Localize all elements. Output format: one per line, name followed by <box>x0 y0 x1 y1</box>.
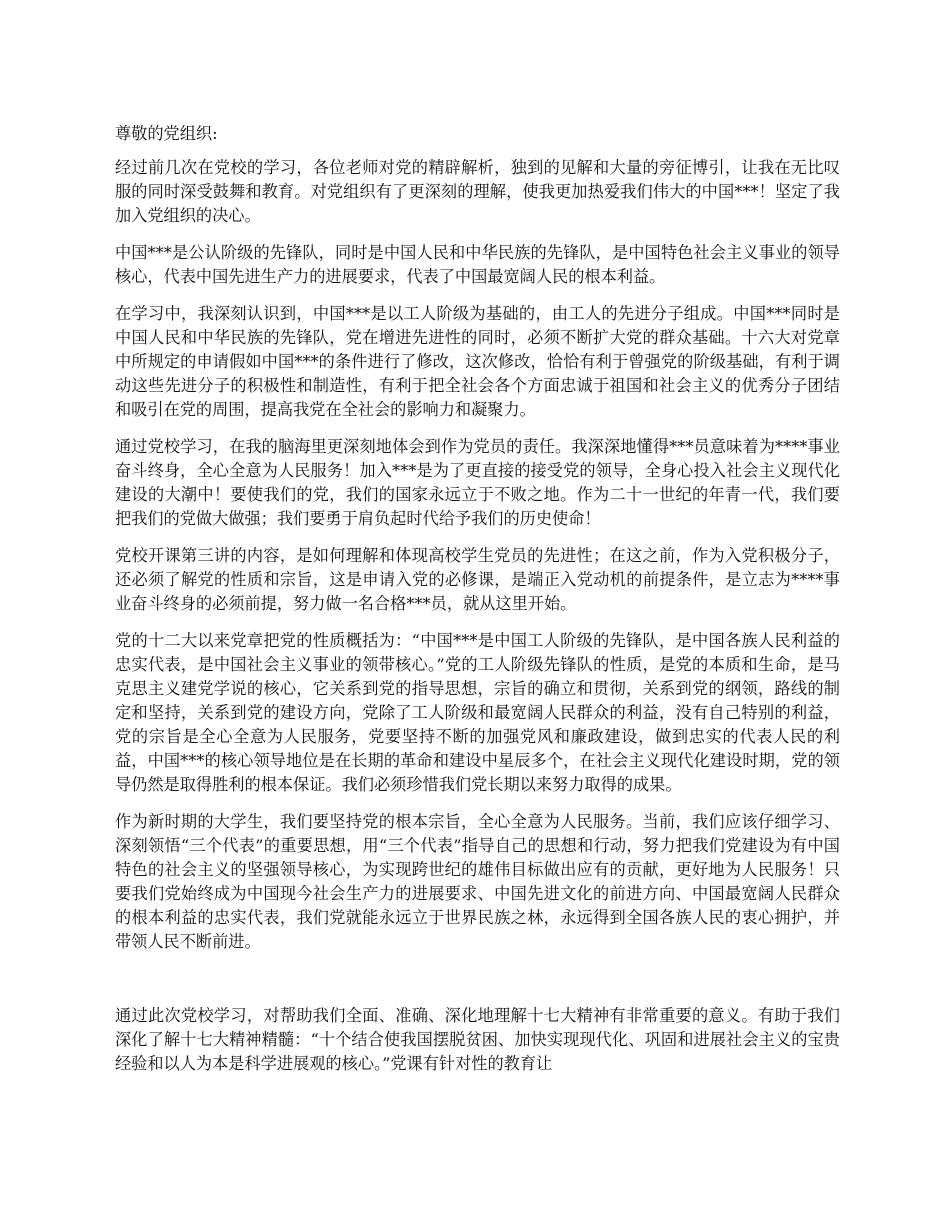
paragraph-5: 党校开课第三讲的内容，是如何理解和体现高校学生党员的先进性；在这之前，作为入党积极分子，还必须了解党的性质和宗旨，这是申请入党的必修课，是端正入党动机的前提条件，是立志为****事业奋斗终身的必须前提，努力做一名合格***员，就从这里开始。 <box>115 546 840 613</box>
paragraph-closing: 通过此次党校学习，对帮助我们全面、准确、深化地理解十七大精神有非常重要的意义。有助于我们深化了解十七大精神精髓：“十个结合使我国摆脱贫困、加快实现现代化、巩固和进展社会主义的宝贵经验和以人为本是科学进展观的核心。”党课有针对性的教育让 <box>115 1006 840 1073</box>
salutation: 尊敬的党组织: <box>115 124 218 143</box>
paragraph-2: 中国***是公认阶级的先锋队，同时是中国人民和中华民族的先锋队，是中国特色社会主义事业的领导核心，代表中国先进生产力的进展要求，代表了中国最宽阔人民的根本利益。 <box>115 243 840 286</box>
paragraph-3: 在学习中，我深刻认识到，中国***是以工人阶级为基础的，由工人的先进分子组成。中国***同时是中国人民和中华民族的先锋队，党在增进先进性的同时，必须不断扩大党的群众基础。十六大对党章中所规定的申请假如中国***的条件进行了修改，这次修改，恰恰有利于曾强党的阶级基础，有利于调动这些先进分子的积极性和制造性，有利于把全社会各个方面忠诚于祖国和社会主义的优秀分子团结和吸引在党的周围，提高我党在全社会的影响力和凝聚力。 <box>115 304 840 419</box>
paragraph-4: 通过党校学习，在我的脑海里更深刻地体会到作为党员的责任。我深深地懂得***员意味着为****事业奋斗终身，全心全意为人民服务！加入***是为了更直接的接受党的领导，全身心投入社会主义现代化建设的大潮中！要使我们的党，我们的国家永远立于不败之地。作为二十一世纪的年青一代，我们要把我们的党做大做强；我们要勇于肩负起时代给予我们的历史使命！ <box>115 437 840 528</box>
paragraph-6: 党的十二大以来党章把党的性质概括为：“中国***是中国工人阶级的先锋队，是中国各族人民利益的忠实代表，是中国社会主义事业的领带核心。”党的工人阶级先锋队的性质，是党的本质和生命，是马克思主义建党学说的核心，它关系到党的指导思想，宗旨的确立和贯彻，关系到党的纲领，路线的制定和坚持，关系到党的建设方向，党除了工人阶级和最宽阔人民群众的利益，没有自己特别的利益，党的宗旨是全心全意为人民服务，党要坚持不断的加强党风和廉政建设，做到忠实的代表人民的利益，中国***的核心领导地位是在长期的革命和建设中星辰多个，在社会主义现代化建设时期，党的领导仍然是取得胜利的根本保证。我们必须珍惜我们党长期以来努力取得的成果。 <box>115 631 840 794</box>
paragraph-7: 作为新时期的大学生，我们要坚持党的根本宗旨，全心全意为人民服务。当前，我们应该仔细学习、深刻领悟“三个代表”的重要思想，用“三个代表”指导自己的思想和行动，努力把我们党建设为有中国特色的社会主义的坚强领导核心，为实现跨世纪的雄伟目标做出应有的贡献，更好地为人民服务！只要我们党始终成为中国现今社会生产力的进展要求、中国先进文化的前进方向、中国最宽阔人民群众的根本利益的忠实代表，我们党就能永远立于世界民族之林，永远得到全国各族人民的衷心拥护，并带领人民不断前进。 <box>115 812 840 951</box>
paragraph-1: 经过前几次在党校的学习，各位老师对党的精辟解析，独到的见解和大量的旁征博引，让我在无比叹服的同时深受鼓舞和教育。对党组织有了更深刻的理解，使我更加热爱我们伟大的中国***！坚定了我加入党组织的决心。 <box>115 158 840 225</box>
paragraph-spacer <box>115 967 840 1004</box>
document-page <box>115 122 840 1089</box>
